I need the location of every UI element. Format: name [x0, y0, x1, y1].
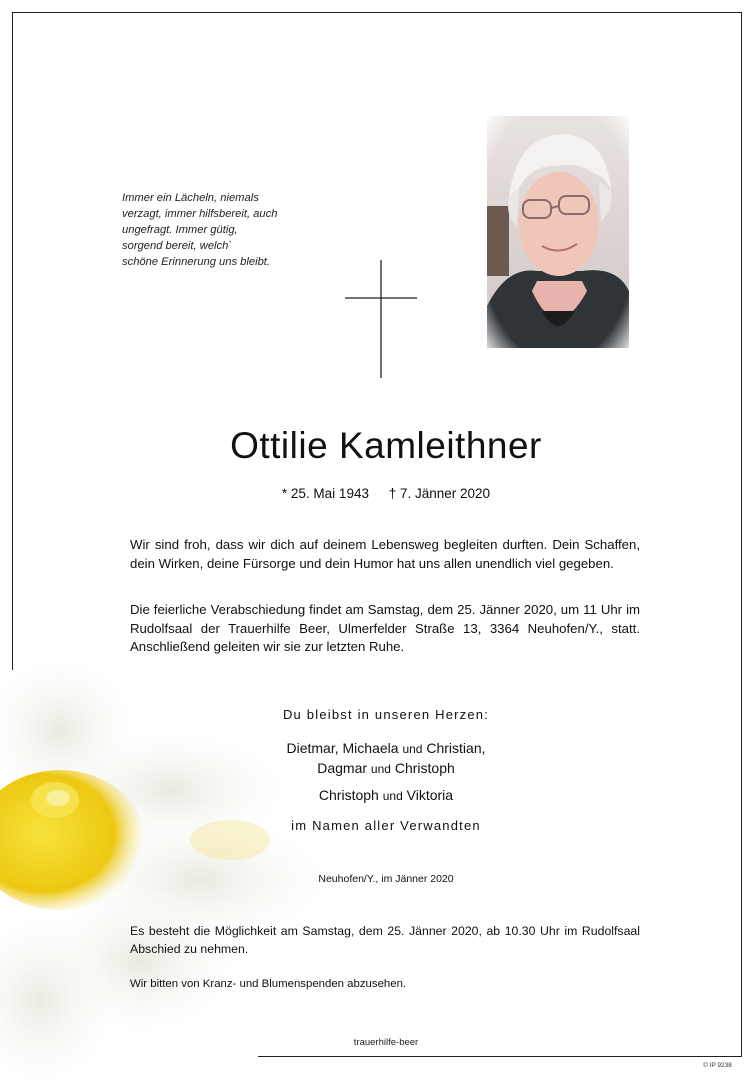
birth-date: * 25. Mai 1943 — [281, 486, 369, 501]
family-line — [0, 738, 756, 759]
donation-note: Wir bitten von Kranz- und Blumenspenden abzusehen. — [130, 978, 407, 990]
deceased-name: Ottilie Kamleithner — [230, 425, 542, 466]
death-date: † 7. Jänner 2020 — [388, 486, 491, 501]
family-names: Dagmar — [317, 760, 368, 776]
family-names: Christoph — [394, 760, 455, 776]
family-und: und — [370, 762, 391, 776]
family-names: Dietmar, Michaela — [286, 740, 399, 756]
farewell-info-paragraph: Die feierliche Verabschiedung findet am Samstag, dem 25. Jänner 2020, um 11 Uhr im Rudolfsaal der Trauerhilfe Beer, Ulmerfelder Straße 13, 3364 Neuhofen/Y., statt. Anschließend geleiten wir sie zur letzten Ruhe. — [130, 602, 640, 654]
life-dates — [0, 486, 756, 501]
document-code: © IP 9238 — [703, 1062, 732, 1069]
tribute-paragraph: Wir sind froh, dass wir dich auf deinem Lebensweg begleiten durften. Dein Schaffen, dein Wirken, deine Fürsorge und dein Humor hat uns allen unendlich viel gegeben. — [130, 537, 640, 571]
quote-line: sorgend bereit, welch` — [122, 240, 233, 252]
frame-bottom-line — [258, 1056, 742, 1057]
hearts-heading: Du bleibst in unseren Herzen: — [282, 707, 490, 722]
viewing-info-paragraph: Es besteht die Möglichkeit am Samstag, dem 25. Jänner 2020, ab 10.30 Uhr im Rudolfsaal Abschied zu nehmen. — [130, 924, 640, 956]
memorial-quote — [122, 190, 322, 270]
family-line — [0, 758, 756, 779]
quote-line: schöne Erinnerung uns bleibt. — [122, 256, 271, 268]
quote-line: ungefragt. Immer gütig, — [122, 224, 238, 236]
quote-line: verzagt, immer hilfsbereit, auch — [122, 208, 278, 220]
family-und: und — [402, 742, 423, 756]
daisy-flower-image — [0, 640, 330, 1080]
frame-left-line — [12, 12, 13, 670]
family-names: Viktoria — [406, 787, 454, 803]
relatives-line: im Namen aller Verwandten — [291, 818, 481, 833]
funeral-home-footer: trauerhilfe-beer — [353, 1037, 419, 1048]
portrait-photo — [487, 116, 629, 348]
frame-top-line — [12, 12, 742, 13]
place-date: Neuhofen/Y., im Jänner 2020 — [318, 873, 454, 885]
family-names: Christoph — [318, 787, 379, 803]
family-line — [0, 785, 756, 806]
frame-right-line — [741, 12, 742, 1056]
quote-line: Immer ein Lächeln, niemals — [122, 192, 259, 204]
cross-icon — [345, 260, 417, 378]
family-names: Christian, — [426, 740, 486, 756]
family-und: und — [382, 789, 403, 803]
